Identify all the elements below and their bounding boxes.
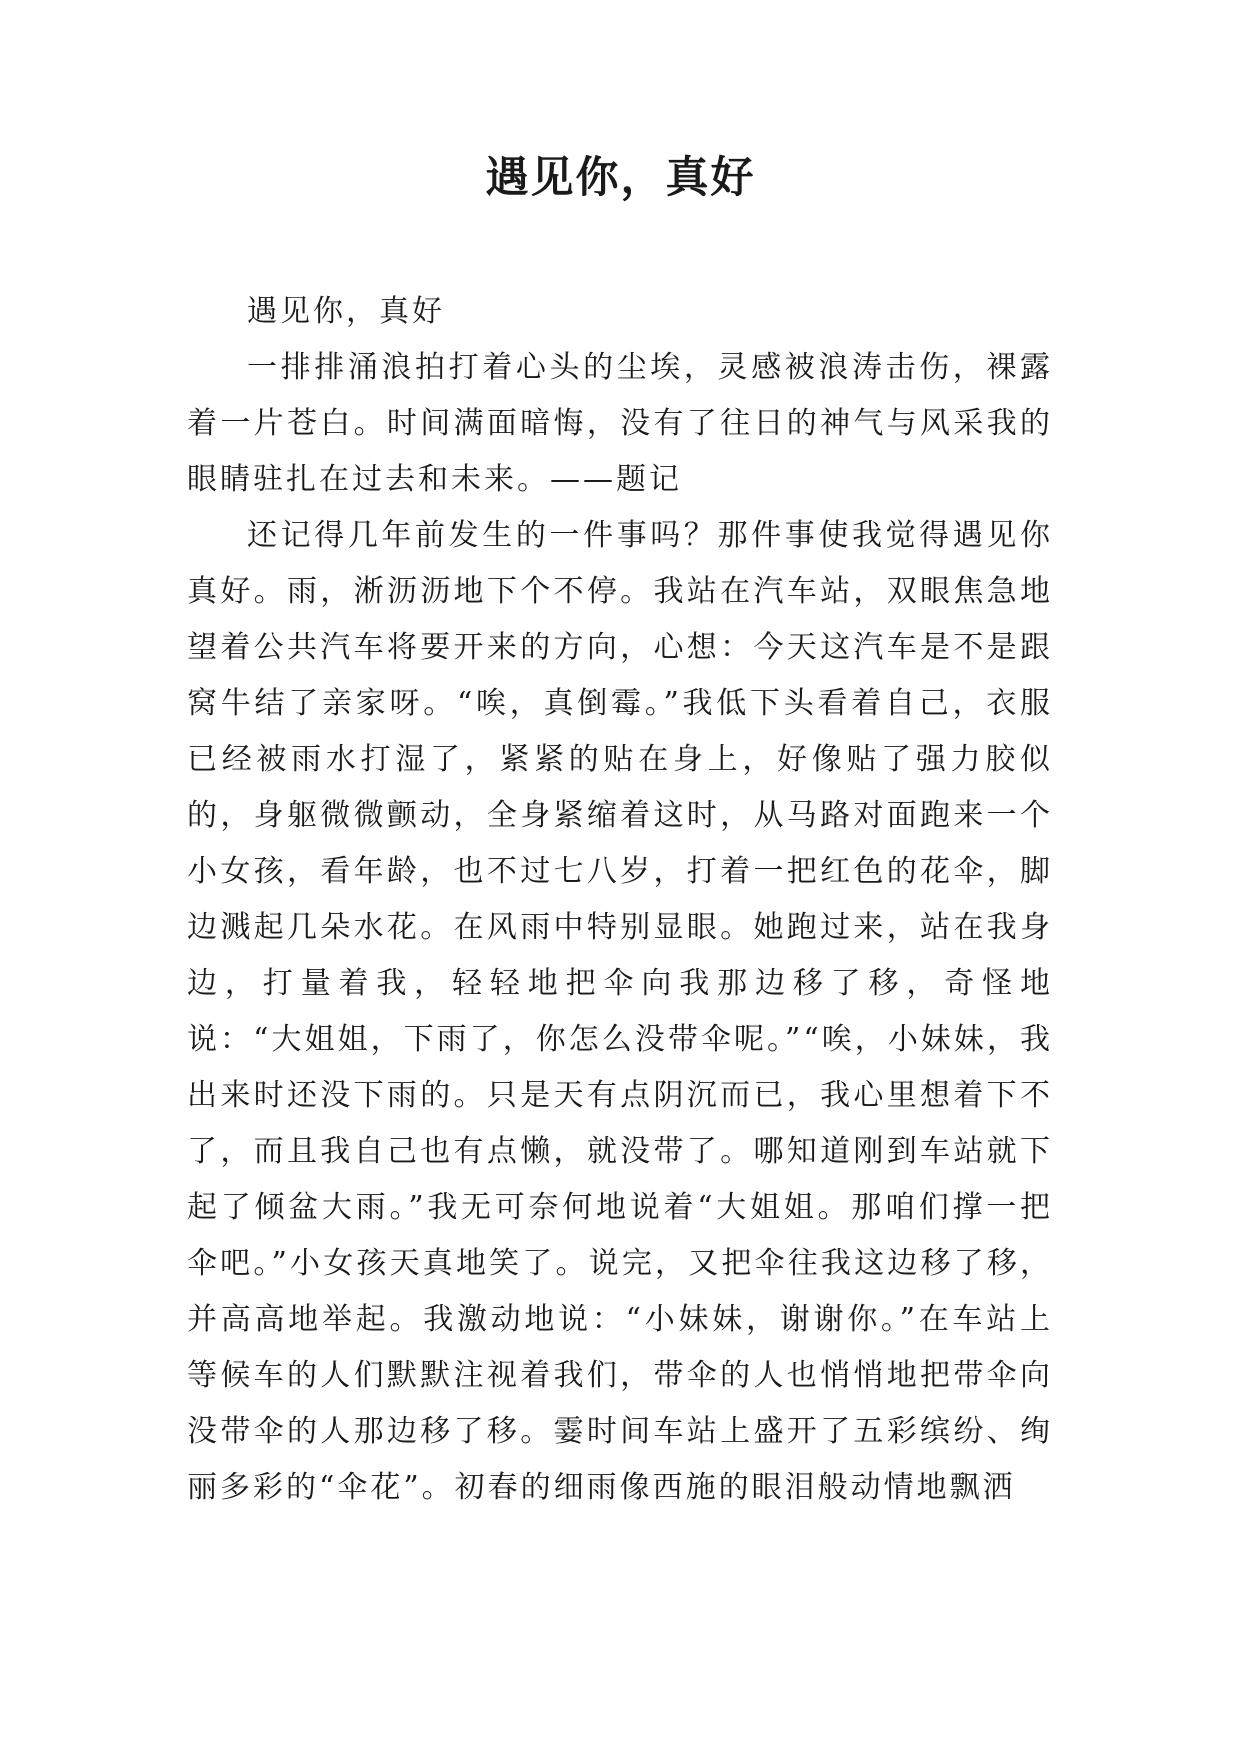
document-body: [187, 284, 1053, 1516]
paragraph-epigraph: 一排排涌浪拍打着心头的尘埃，灵感被浪涛击伤，裸露着一片苍白。时间满面暗悔，没有了往日的神气与风采我的眼睛驻扎在过去和未来。——题记: [187, 350, 1053, 497]
document-title: 遇见你，真好: [485, 153, 756, 203]
paragraph-subtitle: 遇见你，真好: [247, 294, 445, 329]
paragraph-story: 还记得几年前发生的一件事吗？那件事使我觉得遇见你真好。雨，淅沥沥地下个不停。我站在汽车站，双眼焦急地望着公共汽车将要开来的方向，心想：今天这汽车是不是跟窝牛结了亲家呀。“唉，真倒霉。”我低下头看着自己，衣服已经被雨水打湿了，紧紧的贴在身上，好像贴了强力胶似的，身躯微微颤动，全身紧缩着这时，从马路对面跑来一个小女孩，看年龄，也不过七八岁，打着一把红色的花伞，脚边溅起几朵水花。在风雨中特别显眼。她跑过来，站在我身边，打量着我，轻轻地把伞向我那边移了移，奇怪地说：“大姐姐，下雨了，你怎么没带伞呢。”“唉，小妹妹，我出来时还没下雨的。只是天有点阴沉而已，我心里想着下不了，而且我自己也有点懒，就没带了。哪知道刚到车站就下起了倾盆大雨。”我无可奈何地说着“大姐姐。那咱们撑一把伞吧。”小女孩天真地笑了。说完，又把伞往我这边移了移，并高高地举起。我激动地说：“小妹妹，谢谢你。”在车站上等候车的人们默默注视着我们，带伞的人也悄悄地把带伞向没带伞的人那边移了移。霎时间车站上盛开了五彩缤纷、绚丽多彩的“伞花”。初春的细雨像西施的眼泪般动情地飘洒: [187, 518, 1053, 1505]
